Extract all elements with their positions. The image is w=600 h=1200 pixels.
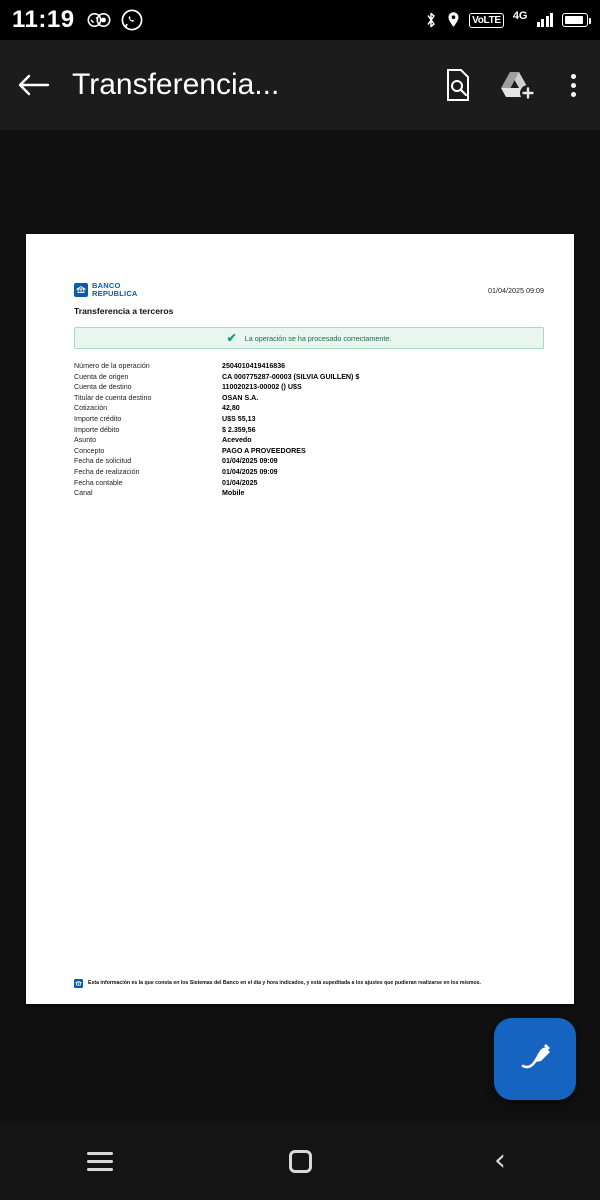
document-page	[26, 234, 574, 1004]
table-row	[74, 447, 544, 458]
field-value: OSAN S.A.	[222, 393, 259, 402]
app-bar-actions	[443, 68, 584, 103]
table-row	[74, 468, 544, 479]
volte-icon: VoLTE	[469, 13, 504, 28]
app-bar	[0, 40, 600, 130]
bank-name-line1: BANCO	[92, 281, 121, 290]
success-banner	[74, 327, 544, 349]
bank-logo	[74, 282, 138, 297]
back-button[interactable]	[455, 1143, 545, 1178]
document-content	[74, 282, 544, 500]
field-value: 01/04/2025 09:09	[222, 457, 278, 466]
field-value: Mobile	[222, 489, 245, 498]
field-label: Cotización	[74, 404, 108, 413]
home-button[interactable]	[255, 1150, 345, 1173]
whatsapp-icon	[121, 9, 143, 31]
edit-signature-fab[interactable]	[494, 1018, 576, 1100]
field-value: 2504010419416836	[222, 362, 286, 370]
add-to-drive-icon[interactable]	[499, 68, 537, 102]
table-row	[74, 394, 544, 405]
dual-camera-icon	[87, 11, 111, 29]
document-footer	[74, 979, 538, 988]
document-title: Transferencia a terceros	[74, 306, 174, 316]
table-row	[74, 436, 544, 447]
field-value: 01/04/2025	[222, 478, 258, 487]
table-row	[74, 479, 544, 490]
page-title: Transferencia...	[72, 68, 280, 101]
field-value: 110020213-00002 () U$S	[222, 383, 302, 392]
field-value: $ 2.359,56	[222, 425, 256, 434]
field-label: Cuenta de origen	[74, 372, 129, 381]
table-row	[74, 415, 544, 426]
system-nav-bar	[0, 1122, 600, 1200]
status-clock: 11:19	[12, 6, 75, 33]
success-message: La operación se ha procesado correctamente.	[244, 333, 392, 343]
bank-logo-text	[92, 282, 138, 297]
battery-icon	[562, 13, 588, 27]
status-right-icons	[424, 11, 588, 29]
status-left-icons	[87, 9, 143, 31]
field-label: Titular de cuenta destino	[74, 393, 152, 402]
table-row	[74, 404, 544, 415]
recent-apps-icon	[87, 1152, 113, 1171]
field-label: Cuenta de destino	[74, 383, 132, 392]
more-options-icon[interactable]	[563, 68, 584, 103]
footer-note: Esta información es la que consta en los Sistemas del Banco en el día y hora indicados, y está supeditada a los ajustes que pudieran realizarse en los mismos.	[88, 980, 481, 986]
check-icon: ✔	[226, 331, 237, 345]
recent-apps-button[interactable]	[55, 1152, 145, 1171]
home-icon	[289, 1150, 312, 1173]
back-chevron-icon: ‹	[494, 1143, 506, 1178]
field-label: Fecha de realización	[74, 467, 140, 476]
bank-logo-icon	[74, 283, 88, 297]
operation-details-table	[74, 362, 544, 500]
field-value: CA 000775287-00003 (SILVIA GUILLEN) $	[222, 372, 360, 381]
bank-logo-footer-icon	[74, 979, 83, 988]
pdf-viewer[interactable]	[0, 130, 600, 1122]
location-icon	[447, 11, 460, 29]
bluetooth-icon	[424, 11, 438, 29]
field-label: Número de la operación	[74, 362, 150, 370]
field-value: U$S 55,13	[222, 414, 256, 423]
table-row	[74, 426, 544, 437]
table-row	[74, 373, 544, 384]
field-label: Canal	[74, 489, 93, 498]
field-label: Fecha de solicitud	[74, 457, 132, 466]
field-value: PAGO A PROVEEDORES	[222, 446, 306, 455]
signal-icon	[537, 13, 554, 27]
edit-signature-icon	[513, 1035, 557, 1084]
field-label: Concepto	[74, 446, 105, 455]
table-row	[74, 383, 544, 394]
field-value: Acevedo	[222, 436, 252, 445]
table-row	[74, 457, 544, 468]
bank-name-line2: REPUBLICA	[92, 288, 138, 298]
status-bar	[0, 0, 600, 40]
network-type-label: 4G	[512, 10, 528, 22]
field-label: Fecha contable	[74, 478, 123, 487]
back-arrow-icon[interactable]	[16, 71, 50, 99]
document-timestamp: 01/04/2025 09:09	[488, 286, 544, 295]
document-header	[74, 282, 544, 297]
field-label: Asunto	[74, 436, 97, 445]
pdf-search-icon[interactable]	[443, 68, 473, 102]
field-value: 01/04/2025 09:09	[222, 467, 278, 476]
table-row	[74, 489, 544, 500]
field-label: Importe débito	[74, 425, 120, 434]
field-label: Importe crédito	[74, 414, 122, 423]
table-row	[74, 362, 544, 373]
field-value: 42,80	[222, 404, 240, 413]
